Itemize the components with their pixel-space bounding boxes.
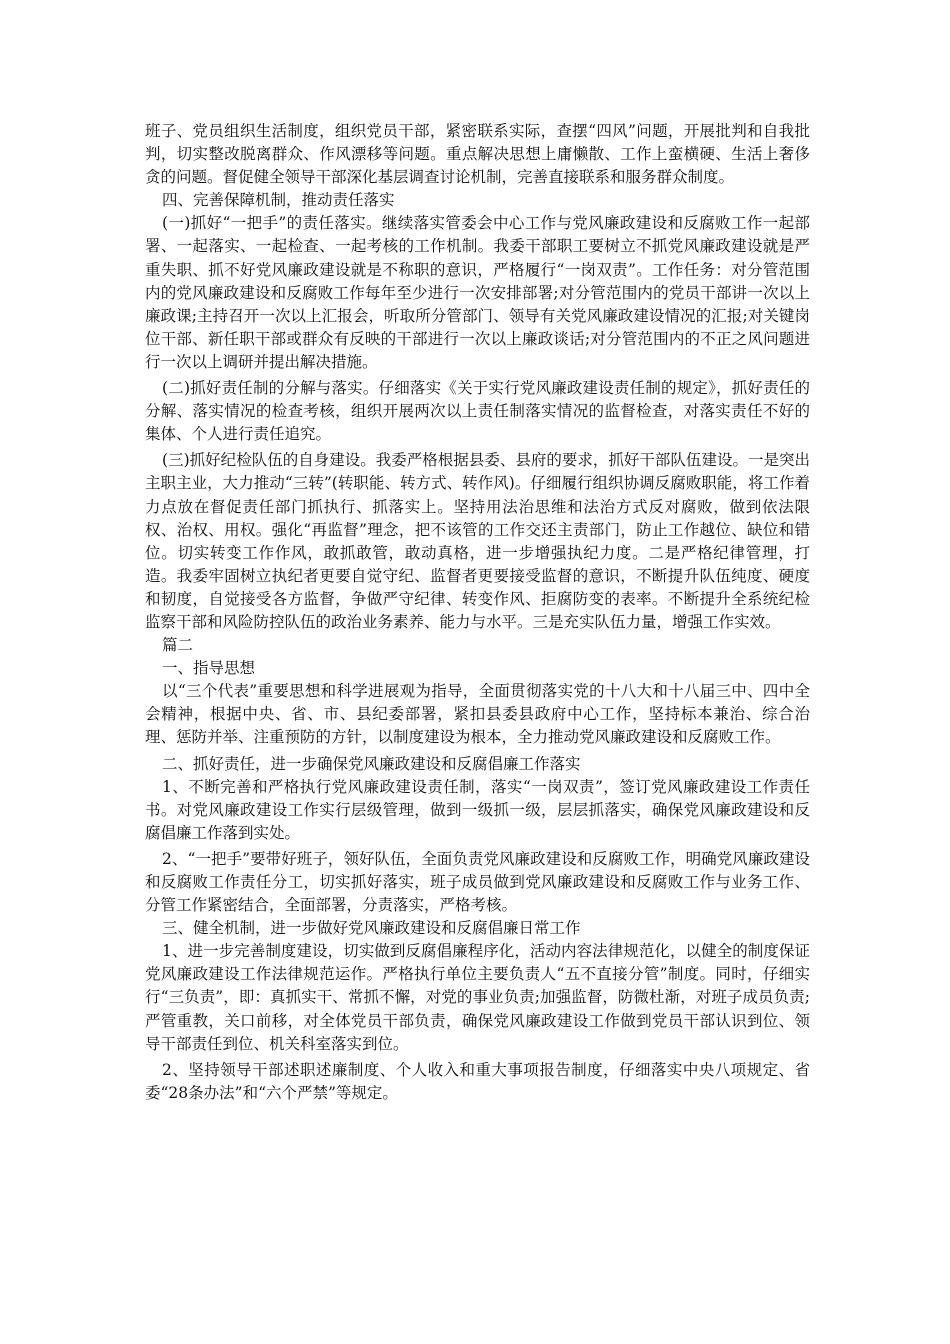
body-paragraph: 1、不断完善和严格执行党风廉政建设责任制，落实“一岗双责”，签订党风廉政建设工作责任书。对党风廉政建设工作实行层级管理，做到一级抓一级，层层抓落实，确保党风廉政建设和反腐倡廉工作落到实处。 [145,777,810,842]
section-heading: 三、健全机制，进一步做好党风廉政建设和反腐倡廉日常工作 [162,919,581,938]
body-paragraph: (三)抓好纪检队伍的自身建设。我委严格根据县委、县府的要求，抓好干部队伍建设。一是突出主职主业，大力推动“三转”(转职能、转方式、转作风)。仔细履行组织协调反腐败职能，将工作着力点放在督促责任部门抓执行、抓落实上。坚持用法治思维和法治方式反对腐败，做到依法限权、治权、用权。强化“再监督”理念，把不该管的工作交还主责部门，防止工作越位、缺位和错位。切实转变工作作风，敢抓敢管，敢动真格，进一步增强执纪力度。二是严格纪律管理，打造。我委牢固树立执纪者更要自觉守纪、监督者更要接受监督的意识，不断提升队伍纯度、硬度和韧度，自觉接受各方监督，争做严守纪律、转变作风、拒腐防变的表率。不断提升全系统纪检监察干部和风险防控队伍的政治业务素养、能力与水平。三是充实队伍力量，增强工作实效。 [145,451,810,631]
section-heading: 篇二 [162,636,194,655]
body-paragraph: 以“三个代表”重要思想和科学进展观为指导，全面贯彻落实党的十八大和十八届三中、四中全会精神，根据中央、省、市、县纪委部署，紧扣县委县政府中心工作，坚持标本兼治、综合治理、惩防并举、注重预防的方针，以制度建设为根本，全力推动党风廉政建设和反腐败工作。 [145,682,810,747]
body-paragraph: 2、“一把手”要带好班子，领好队伍，全面负责党风廉政建设和反腐败工作，明确党风廉政建设和反腐败工作责任分工，切实抓好落实，班子成员做到党风廉政建设和反腐败工作与业务工作、分管工作紧密结合，全面部署，分责落实，严格考核。 [145,849,810,915]
section-heading: 四、完善保障机制，推动责任落实 [162,191,395,210]
body-paragraph: 班子、党员组织生活制度，组织党员干部，紧密联系实际，查摆“四风”问题，开展批判和自我批判，切实整改脱离群众、作风漂移等问题。重点解决思想上庸懒散、工作上蛮横硬、生活上奢侈贪的问题。督促健全领导干部深化基层调查讨论机制，完善直接联系和服务群众制度。 [145,122,810,187]
section-heading: 一、指导思想 [162,659,256,678]
section-heading: 二、抓好责任，进一步确保党风廉政建设和反腐倡廉工作落实 [162,754,581,773]
body-paragraph: (一)抓好“一把手”的责任落实。继续落实管委会中心工作与党风廉政建设和反腐败工作一起部署、一起落实、一起检查、一起考核的工作机制。我委干部职工要树立不抓党风廉政建设就是严重失职、抓不好党风廉政建设就是不称职的意识，严格履行“一岗双责”。工作任务：对分管范围内的党风廉政建设和反腐败工作每年至少进行一次安排部署;对分管范围内的党员干部讲一次以上廉政课;主持召开一次以上汇报会，听取所分管部门、领导有关党风廉政建设情况的汇报;对关键岗位干部、新任职干部或群众有反映的干部进行一次以上廉政谈话;对分管范围内的不正之风问题进行一次以上调研并提出解决措施。 [145,214,810,371]
body-paragraph: 1、进一步完善制度建设，切实做到反腐倡廉程序化，活动内容法律规范化，以健全的制度保证党风廉政建设工作法律规范运作。严格执行单位主要负责人“五不直接分管”制度。同时，仔细实行“三负责”，即：真抓实干、常抓不懈，对党的事业负责;加强监督，防微杜渐，对班子成员负责;严管重教，关口前移，对全体党员干部负责，确保党风廉政建设工作做到党员干部认识到位、领导干部责任到位、机关科室落实到位。 [145,942,810,1053]
body-paragraph: (二)抓好责任制的分解与落实。仔细落实《关于实行党风廉政建设责任制的规定》，抓好责任的分解、落实情况的检查考核，组织开展两次以上责任制落实情况的监督检查，对落实责任不好的集体、个人进行责任追究。 [145,379,810,444]
document-page [145,120,810,1105]
body-paragraph: 2、坚持领导干部述职述廉制度、个人收入和重大事项报告制度，仔细落实中央八项规定、省委“28条办法”和“六个严禁”等规定。 [145,1060,810,1102]
